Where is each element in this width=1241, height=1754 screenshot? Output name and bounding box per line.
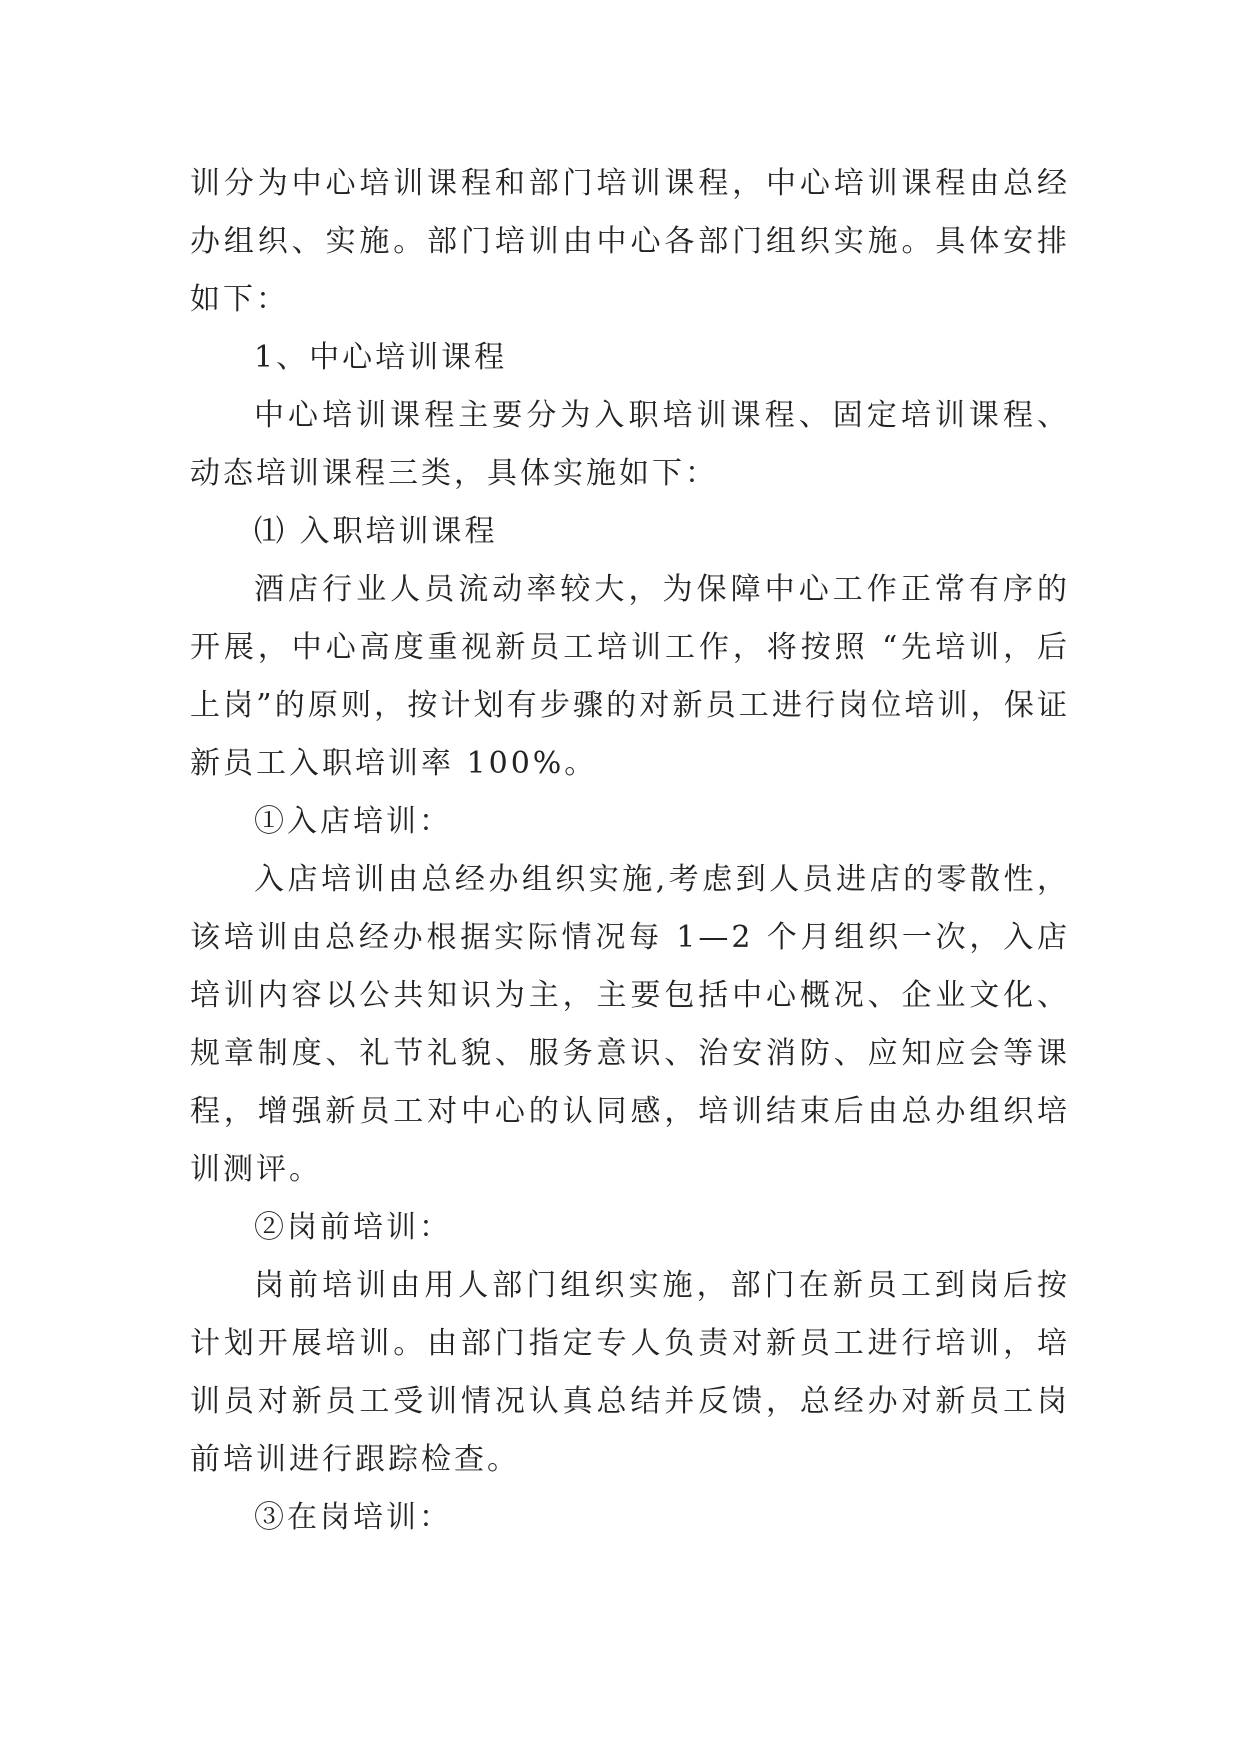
item-heading-pre-job: ②岗前培训： bbox=[254, 1210, 452, 1245]
section-heading-center-training: 1、中心培训课程 bbox=[254, 340, 508, 375]
paragraph-pre-job: 岗前培训由用人部门组织实施，部门在新员工到岗后按计划开展培训。由部门指定专人负责对新员工进行培训，培训员对新员工受训情况认真总结并反馈，总经办对新员工岗前培训进行跟踪检查。 bbox=[190, 1268, 1070, 1477]
paragraph-continuation: 训分为中心培训课程和部门培训课程，中心培训课程由总经办组织、实施。部门培训由中心各部门组织实施。具体安排如下： bbox=[190, 166, 1070, 317]
paragraph-store-entry: 入店培训由总经办组织实施,考虑到人员进店的零散性，该培训由总经办根据实际情况每 1—2 个月组织一次，入店培训内容以公共知识为主，主要包括中心概况、企业文化、规章制度、礼节礼貌、服务意识、治安消防、应知应会等课程，增强新员工对中心的认同感，培训结束后由总办组织培训测评。 bbox=[190, 862, 1070, 1187]
paragraph-onboarding: 酒店行业人员流动率较大，为保障中心工作正常有序的开展，中心高度重视新员工培训工作，将按照 “先培训，后上岗”的原则，按计划有步骤的对新员工进行岗位培训，保证新员工入职培训率 100%。 bbox=[190, 572, 1070, 781]
item-heading-store-entry: ①入店培训： bbox=[254, 804, 452, 839]
paragraph-course-types: 中心培训课程主要分为入职培训课程、固定培训课程、动态培训课程三类，具体实施如下： bbox=[190, 398, 1070, 491]
item-heading-on-job: ③在岗培训： bbox=[254, 1500, 452, 1535]
subsection-heading-onboarding: ⑴ 入职培训课程 bbox=[254, 514, 498, 549]
document-body bbox=[190, 155, 1070, 1547]
